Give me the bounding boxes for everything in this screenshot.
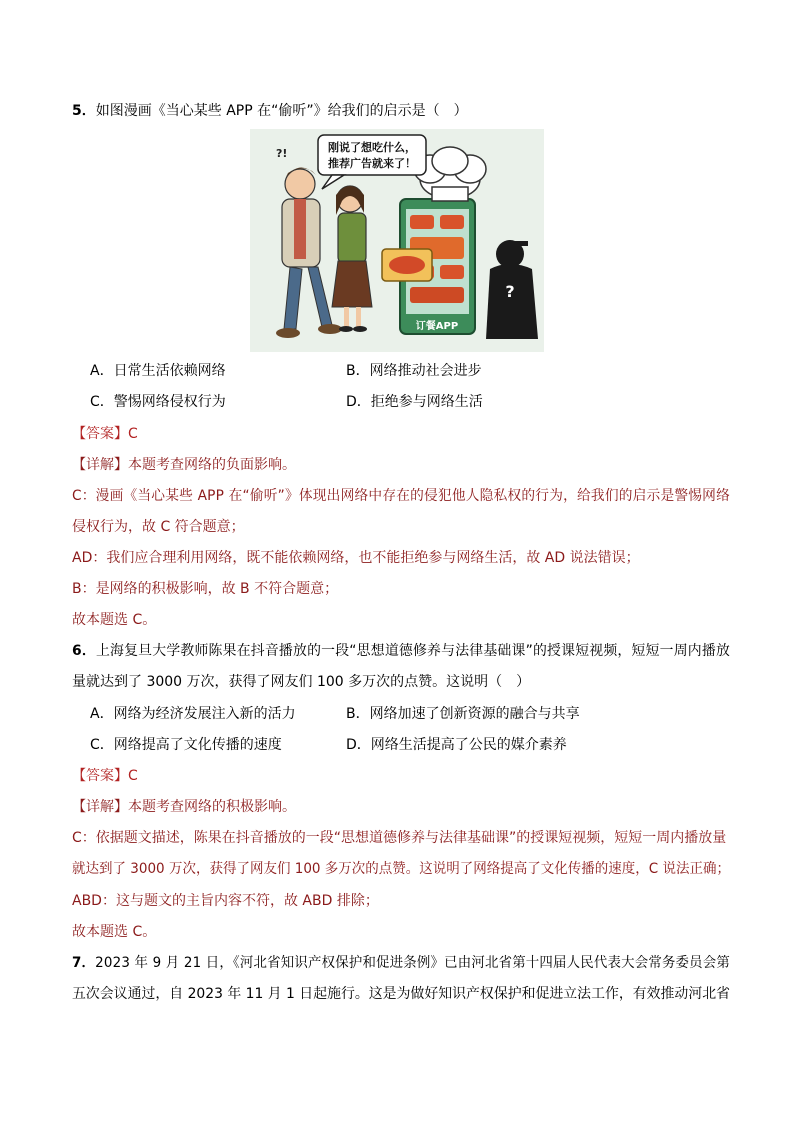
answer-tag: 【答案】 (72, 426, 128, 442)
question-number: 7． (72, 955, 96, 971)
option-a: A．网络为经济发展注入新的活力 (90, 706, 296, 722)
analysis-c-line-1: C：漫画《当心某些 APP 在“偷听”》体现出网络中存在的侵犯他人隐私权的行为，给我们的启示是警惕网络 (72, 488, 731, 504)
question-7-stem-line-2: 五次会议通过，自 2023 年 11 月 1 日起施行。这是为做好知识产权保护和促进立法工作，有效推动河北省 (72, 986, 731, 1002)
question-6-stem-line-1 (72, 642, 730, 660)
analysis-abd-line: ABD：这与题文的主旨内容不符，故 ABD 排除； (72, 893, 379, 909)
detail-tag: 【详解】 (72, 457, 128, 473)
question-text: 2023 年 9 月 21 日，《河北省知识产权保护和促进条例》已由河北省第十四届人民代表大会常务委员会第 (95, 955, 731, 971)
answer-line (72, 425, 138, 443)
option-c: C．网络提高了文化传播的速度 (90, 737, 282, 753)
answer-tag: 【答案】 (72, 768, 128, 784)
option-b: B．网络加速了创新资源的融合与共享 (346, 706, 580, 722)
detail-intro: 本题考查网络的积极影响。 (128, 799, 296, 815)
bubble-line-2: 推荐广告就来了！ (328, 157, 416, 170)
bubble-line-1: 刚说了想吃什么， (328, 141, 416, 154)
conclusion-line: 故本题选 C。 (72, 612, 157, 628)
answer-line (72, 767, 138, 785)
analysis-b-line: B：是网络的积极影响，故 B 不符合题意； (72, 581, 339, 597)
comic-illustration (250, 129, 544, 352)
question-text: 上海复旦大学教师陈果在抖音播放的一段“思想道德修养与法律基础课”的授课短视频，短短一周内播放 (95, 643, 731, 659)
analysis-ad-line: AD：我们应合理利用网络，既不能依赖网络，也不能拒绝参与网络生活，故 AD 说法错误； (72, 550, 640, 566)
detail-line (72, 456, 296, 474)
option-d: D．拒绝参与网络生活 (346, 394, 483, 410)
analysis-c-line-1: C：依据题文描述，陈果在抖音播放的一段“思想道德修养与法律基础课”的授课短视频，短短一周内播放量 (72, 830, 727, 846)
question-5-stem (72, 102, 468, 120)
question-text: 如图漫画《当心某些 APP 在“偷听”》给我们的启示是（ ） (95, 103, 468, 119)
detail-line (72, 798, 296, 816)
analysis-c-line-2: 就达到了 3000 万次，获得了网友们 100 多万次的点赞。这说明了网络提高了文化传播的速度，C 说法正确； (72, 861, 731, 877)
app-label: 订餐APP (415, 321, 459, 332)
question-7-stem-line-1 (72, 954, 730, 972)
option-d: D．网络生活提高了公民的媒介素养 (346, 737, 567, 753)
detail-tag: 【详解】 (72, 799, 128, 815)
analysis-c-line-2: 侵权行为，故 C 符合题意； (72, 519, 245, 535)
question-6-stem-line-2: 量就达到了 3000 万次，获得了网友们 100 多万次的点赞。这说明（ ） (72, 674, 531, 690)
question-number: 6． (72, 643, 96, 659)
svg-text:?: ? (505, 282, 515, 301)
option-a: A．日常生活依赖网络 (90, 363, 226, 379)
detail-intro: 本题考查网络的负面影响。 (128, 457, 296, 473)
question-number: 5． (72, 103, 96, 119)
answer-value: C (128, 426, 138, 442)
answer-value: C (128, 768, 138, 784)
conclusion-line: 故本题选 C。 (72, 924, 157, 940)
svg-text:?!: ?! (276, 147, 288, 160)
option-b: B．网络推动社会进步 (346, 363, 482, 379)
option-c: C．警惕网络侵权行为 (90, 394, 226, 410)
